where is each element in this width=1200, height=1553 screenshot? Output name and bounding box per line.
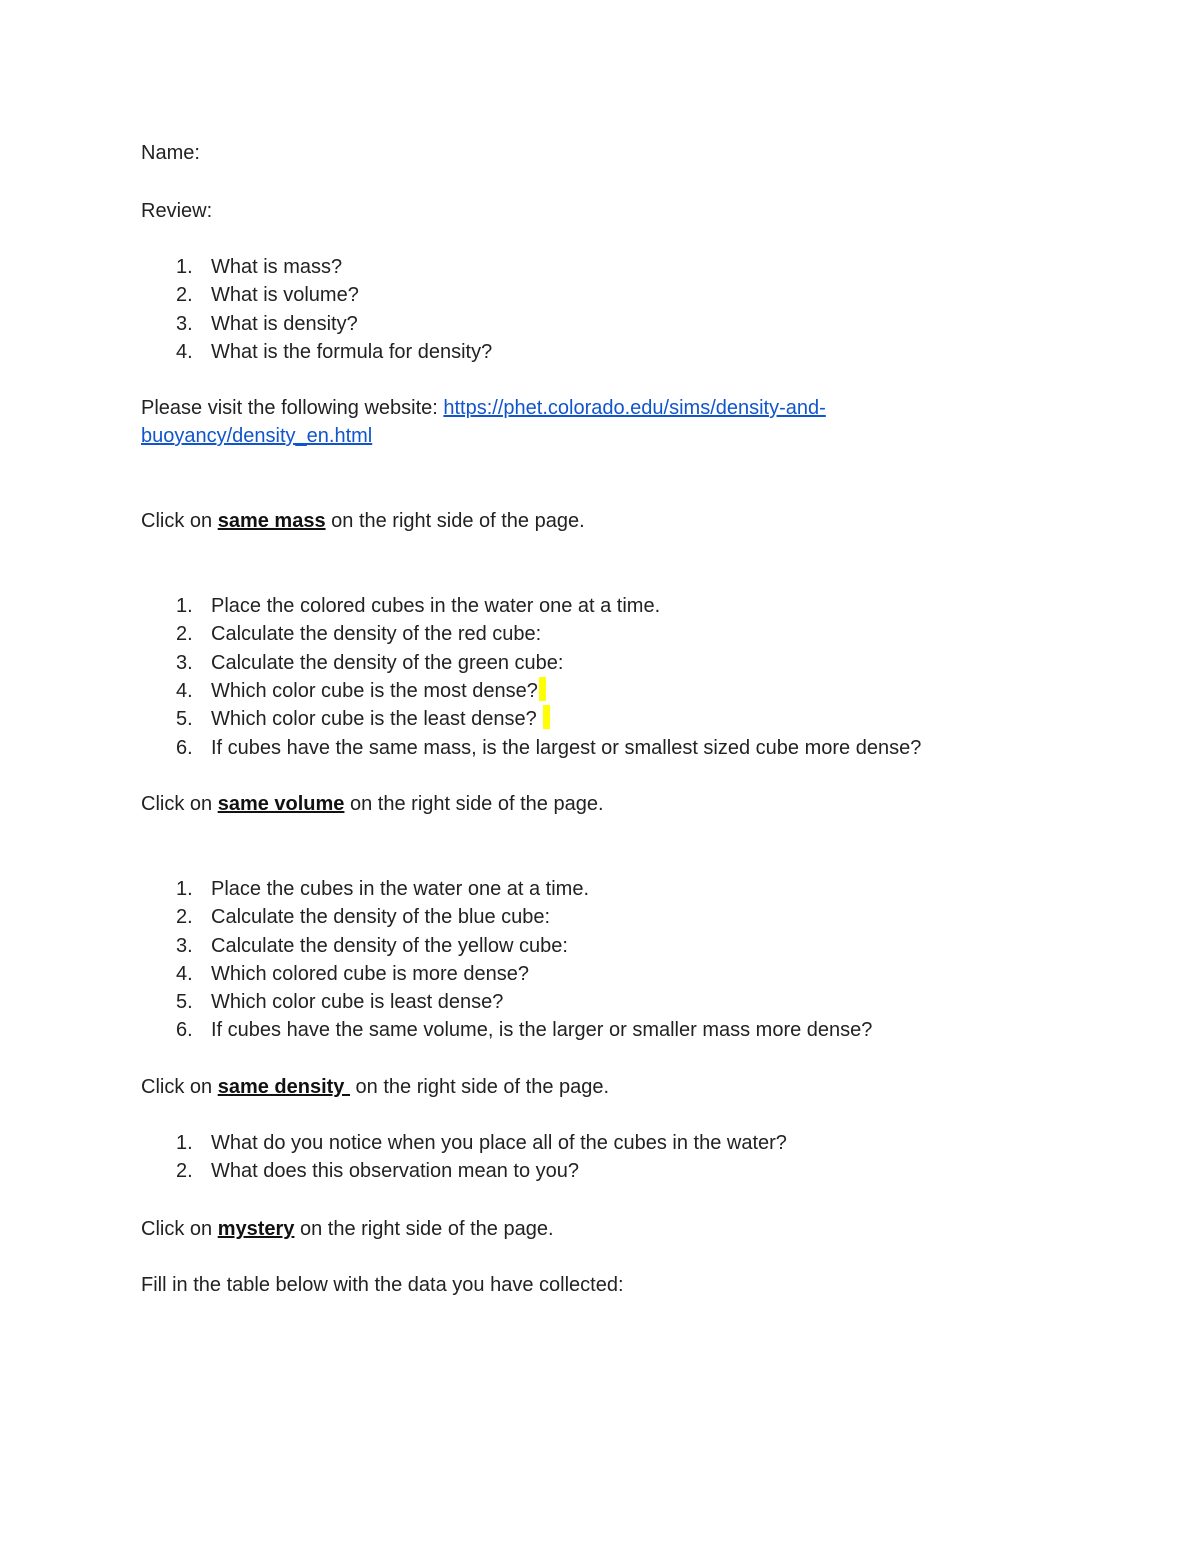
review-question-list [141, 253, 1071, 366]
website-link-continued[interactable]: buoyancy/density_en.html [141, 425, 373, 448]
list-item: 4. Which colored cube is more dense? [176, 962, 529, 985]
review-heading: Review: [141, 200, 213, 222]
list-item: 2. Calculate the density of the blue cube: [176, 906, 551, 929]
same-mass-instruction: Click on same mass on the right side of the page. [141, 510, 585, 533]
list-item: 4. What is the formula for density? [176, 340, 493, 363]
name-label: Name: [141, 142, 200, 164]
list-item: 3. Calculate the density of the yellow cube: [176, 934, 568, 957]
list-item: 4. Which color cube is the most dense? [141, 677, 1071, 705]
list-item: 1. Place the cubes in the water one at a time. [176, 877, 589, 900]
same-volume-question-list [141, 875, 1071, 1045]
same-volume-instruction: Click on same volume on the right side of the page. [141, 792, 604, 815]
visit-paragraph [141, 394, 1071, 450]
list-item: 1. Place the colored cubes in the water one at a time. [176, 595, 661, 618]
list-item: 2. Calculate the density of the red cube: [176, 623, 542, 646]
mystery-keyword: mystery [217, 1218, 295, 1241]
document-page [141, 139, 1071, 1299]
list-item: 3. Calculate the density of the green cube: [176, 651, 564, 674]
visit-prefix: Please visit the following website: [141, 397, 444, 420]
list-item: 6. If cubes have the same volume, is the larger or smaller mass more dense? [176, 1019, 873, 1042]
fill-table-instruction: Fill in the table below with the data you have collected: [141, 1274, 624, 1297]
review-question: What is mass? [211, 256, 343, 278]
list-item: 2. What does this observation mean to you? [176, 1160, 579, 1183]
list-item: 3. What is density? [176, 312, 358, 335]
list-item: 6. If cubes have the same mass, is the largest or smallest sized cube more dense? [176, 736, 922, 759]
highlight-mark [539, 677, 546, 701]
list-item: 5. Which color cube is least dense? [176, 991, 504, 1014]
list-item: 5. Which color cube is the least dense? [141, 705, 1071, 733]
same-mass-keyword: same mass [217, 510, 326, 533]
list-item: 1. What do you notice when you place all of the cubes in the water? [176, 1131, 787, 1154]
same-density-instruction: Click on same density on the right side of the page. [141, 1075, 610, 1098]
review-question: What is the formula for density? [211, 340, 493, 363]
website-link[interactable]: https://phet.colorado.edu/sims/density-and- [443, 397, 826, 420]
same-mass-question-list [141, 592, 1071, 762]
review-question: What is volume? [211, 284, 359, 307]
same-density-question-list [141, 1129, 1071, 1186]
list-item: 1. What is mass? [176, 256, 343, 278]
same-density-keyword: same density [217, 1075, 350, 1098]
review-question: What is density? [211, 312, 358, 335]
same-volume-keyword: same volume [217, 792, 345, 815]
highlight-mark [543, 705, 550, 729]
mystery-instruction: Click on mystery on the right side of the page. [141, 1218, 554, 1241]
list-item: 2. What is volume? [176, 284, 359, 307]
